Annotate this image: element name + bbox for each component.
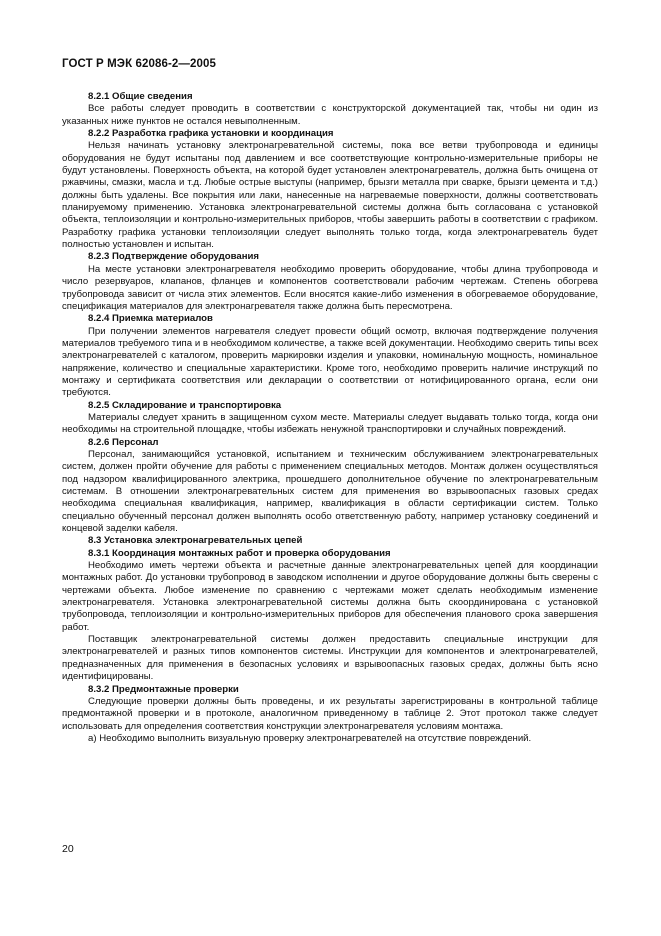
section-heading: 8.2.2 Разработка графика установки и координация (88, 128, 334, 140)
section-heading: 8.3 Установка электронагревательных цепей (88, 535, 303, 547)
section-heading: 8.3.2 Предмонтажные проверки (88, 683, 239, 695)
body-paragraph: Персонал, занимающийся установкой, испытанием и техническим обслуживанием электронагревательных систем, должен пройти обучение для работы с применением специальных методов. Монтаж должен осуществляться под надзором квалифицированного электрика, прошедшего дополнительное обучение по электронагревательным системам. В отношении электронагревательных систем для применения во взрывоопасных газовых средах необходима специальная квалификация, например, квалификация в области сертификации систем. Только специально обученный персонал должен выполнять особо ответственную работу, например установку соединений и концевой заделки кабеля. (62, 448, 598, 535)
section-heading: 8.2.6 Персонал (88, 436, 159, 448)
body-paragraph: Следующие проверки должны быть проведены, и их результаты зарегистрированы в контрольной таблице предмонтажной проверки и в протоколе, аналогичном приведенному в таблице 2. Этот протокол также следует использовать для определения соответствия конструкции электронагревателя условиям монтажа. (62, 695, 598, 732)
body-paragraph: Все работы следует проводить в соответствии с конструкторской документацией так, чтобы ни один из указанных ниже пунктов не остался невыполненным. (62, 103, 598, 127)
body-paragraph: Поставщик электронагревательной системы должен предоставить специальные инструкции для электронагревателей и разных типов компонентов системы. Инструкции для компонентов и электронагревателей, предназначенных для применения в безопасных условиях и взрывоопасных газовых средах, должны быть ясно идентифицированы. (62, 634, 598, 683)
body-paragraph: а) Необходимо выполнить визуальную проверку электронагревателей на отсутствие повреждений. (88, 732, 532, 744)
body-paragraph: Необходимо иметь чертежи объекта и расчетные данные электронагревательных цепей для координации монтажных работ. До установки трубопровод в заводском исполнении и другое оборудование должны быть сверены с чертежами объекта. Любое изменение по сравнению с чертежами может сделать необходимым изменение электронагревателя. Установка электронагревательной системы должна быть скоординирована с установкой трубопровода, теплоизоляции и контрольно-измерительных приборов для обеспечения планового срока завершения работ. (62, 560, 598, 633)
section-heading: 8.2.3 Подтверждение оборудования (88, 251, 260, 263)
page-number: 20 (62, 843, 74, 855)
body-paragraph: Нельзя начинать установку электронагревательной системы, пока все ветви трубопровода и единицы оборудования не будут испытаны под давлением и все соответствующие контрольно-измерительные приборы не будут установлены. Поверхность объекта, на которой будет установлен электронагреватель, должна быть очищена от ржавчины, смазки, масла и т.д. Любые острые выступы (например, брызги металла при сварке, брызги цемента и т.д.) должны быть удалены. Все покрытия или лаки, нанесенные на нагреваемые поверхности, должны соответствовать планируемому применению. Установка электронагревательной системы должна быть согласована с установкой объекта, теплоизоляции и контрольно-измерительных приборов, чтобы завершить работы в соответствии с графиком. Разработку графика установки теплоизоляции следует выполнять только тогда, когда электронагреватель будет полностью установлен и испытан. (62, 140, 598, 251)
document-body (62, 91, 598, 745)
section-heading: 8.2.1 Общие сведения (88, 91, 193, 102)
standard-header: ГОСТ Р МЭК 62086-2—2005 (62, 58, 216, 70)
section-heading: 8.2.5 Складирование и транспортировка (88, 399, 282, 411)
section-heading: 8.2.4 Приемка материалов (88, 313, 213, 325)
section-heading: 8.3.1 Координация монтажных работ и проверка оборудования (88, 547, 391, 559)
body-paragraph: Материалы следует хранить в защищенном сухом месте. Материалы следует выдавать только тогда, когда они необходимы на строительной площадке, чтобы избежать ненужной транспортировки и случайных повреждений. (62, 411, 598, 436)
body-paragraph: На месте установки электронагревателя необходимо проверить оборудование, чтобы длина трубопровода и число резервуаров, клапанов, фланцев и компонентов соответствовали рабочим чертежам. Степень обогрева трубопровода зависит от числа этих элементов. Если вносятся какие-либо изменения в обогреваемое оборудование, спецификация материалов для электронагревателя также должна быть пересмотрена. (62, 263, 598, 312)
body-paragraph: При получении элементов нагревателя следует провести общий осмотр, включая подтверждение получения материалов требуемого типа и в необходимом количестве, а также всей документации. Необходимо сверить типы всех электронагревателей с каталогом, проверить маркировки изделия и упаковки, номинальную мощность, номинальное напряжение, количество и специальные характеристики. Кроме того, необходимо проверить наличие инструкций по монтажу и сертификата соответствия или декларации о соответствии от нотифицированного органа, если они требуются. (62, 325, 598, 399)
